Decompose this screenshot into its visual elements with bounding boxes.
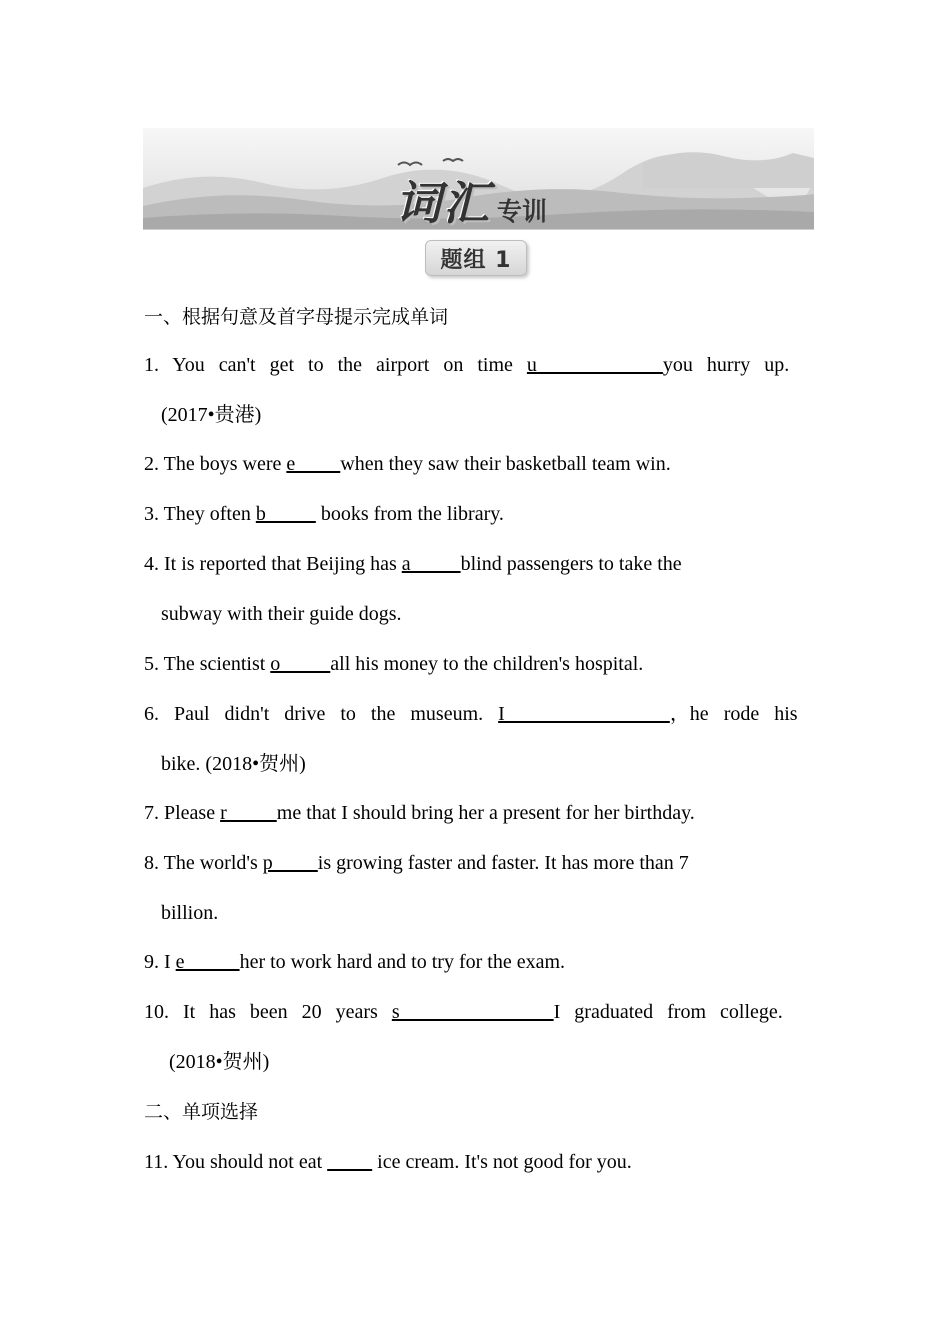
question-10 — [144, 998, 783, 1026]
q5-blank[interactable]: o — [270, 653, 331, 675]
q8-text-b: is growing faster and faster. It has more than 7 — [317, 852, 689, 874]
q8-text-a: 8. The world's — [144, 852, 263, 874]
section1-heading: 一、根据句意及首字母提示完成单词 — [144, 306, 449, 328]
group-label: 题组 1 — [425, 240, 527, 276]
q2-blank[interactable]: e — [286, 453, 341, 475]
q6-blank[interactable]: I — [498, 703, 670, 725]
q6-text-a: 6. Paul didn't drive to the museum. — [144, 703, 499, 725]
q11-text-a: 11. You should not eat — [144, 1151, 328, 1173]
q6-continuation: bike. (2018•贺州) — [161, 753, 306, 775]
q1-source: (2017•贵港) — [161, 404, 262, 426]
q1-text-b: you hurry up. — [662, 354, 790, 376]
q4-blank[interactable]: a — [401, 553, 461, 575]
q4-text-b: blind passengers to take the — [460, 553, 682, 575]
question-4 — [144, 550, 682, 578]
q2-text-a: 2. The boys were — [144, 453, 287, 475]
q7-blank[interactable]: r — [220, 802, 277, 824]
banner-title — [395, 166, 548, 230]
q1-blank[interactable]: u — [526, 354, 663, 376]
q9-blank[interactable]: e — [175, 951, 240, 973]
q11-blank[interactable] — [327, 1151, 372, 1173]
q3-blank[interactable]: b — [255, 503, 316, 525]
question-6 — [144, 700, 798, 728]
q10-text-b: I graduated from college. — [553, 1001, 783, 1023]
q8-blank[interactable]: p — [262, 852, 318, 874]
question-9 — [144, 948, 565, 976]
q10-text-a: 10. It has been 20 years — [144, 1001, 392, 1023]
question-7 — [144, 799, 695, 827]
q5-text-b: all his money to the children's hospital. — [330, 653, 644, 675]
q2-text-b: when they saw their basketball team win. — [340, 453, 671, 475]
q10-source: (2018•贺州) — [169, 1051, 270, 1073]
question-2 — [144, 450, 671, 478]
question-5 — [144, 650, 643, 678]
section2-heading: 二、单项选择 — [144, 1101, 259, 1123]
q10-blank[interactable]: s — [391, 1001, 554, 1023]
q7-text-b: me that I should bring her a present for her birthday. — [276, 802, 695, 824]
banner-title-main: 词汇 — [395, 176, 491, 230]
q4-text-a: 4. It is reported that Beijing has — [144, 553, 402, 575]
question-8 — [144, 849, 689, 877]
question-1 — [144, 351, 790, 379]
q11-text-b: ice cream. It's not good for you. — [372, 1151, 632, 1173]
q1-text-a: 1. You can't get to the airport on time — [144, 354, 527, 376]
q6-text-b: ，he rode his — [669, 703, 798, 725]
q3-text-b: books from the library. — [315, 503, 504, 525]
q5-text-a: 5. The scientist — [144, 653, 271, 675]
q8-continuation: billion. — [161, 902, 219, 924]
banner-title-sub: 专训 — [497, 197, 548, 226]
q9-text-a: 9. I — [144, 951, 176, 973]
question-11 — [144, 1148, 632, 1176]
question-3 — [144, 500, 504, 528]
q9-text-b: her to work hard and to try for the exam. — [239, 951, 566, 973]
q4-continuation: subway with their guide dogs. — [161, 603, 402, 625]
q3-text-a: 3. They often — [144, 503, 256, 525]
q7-text-a: 7. Please — [144, 802, 221, 824]
